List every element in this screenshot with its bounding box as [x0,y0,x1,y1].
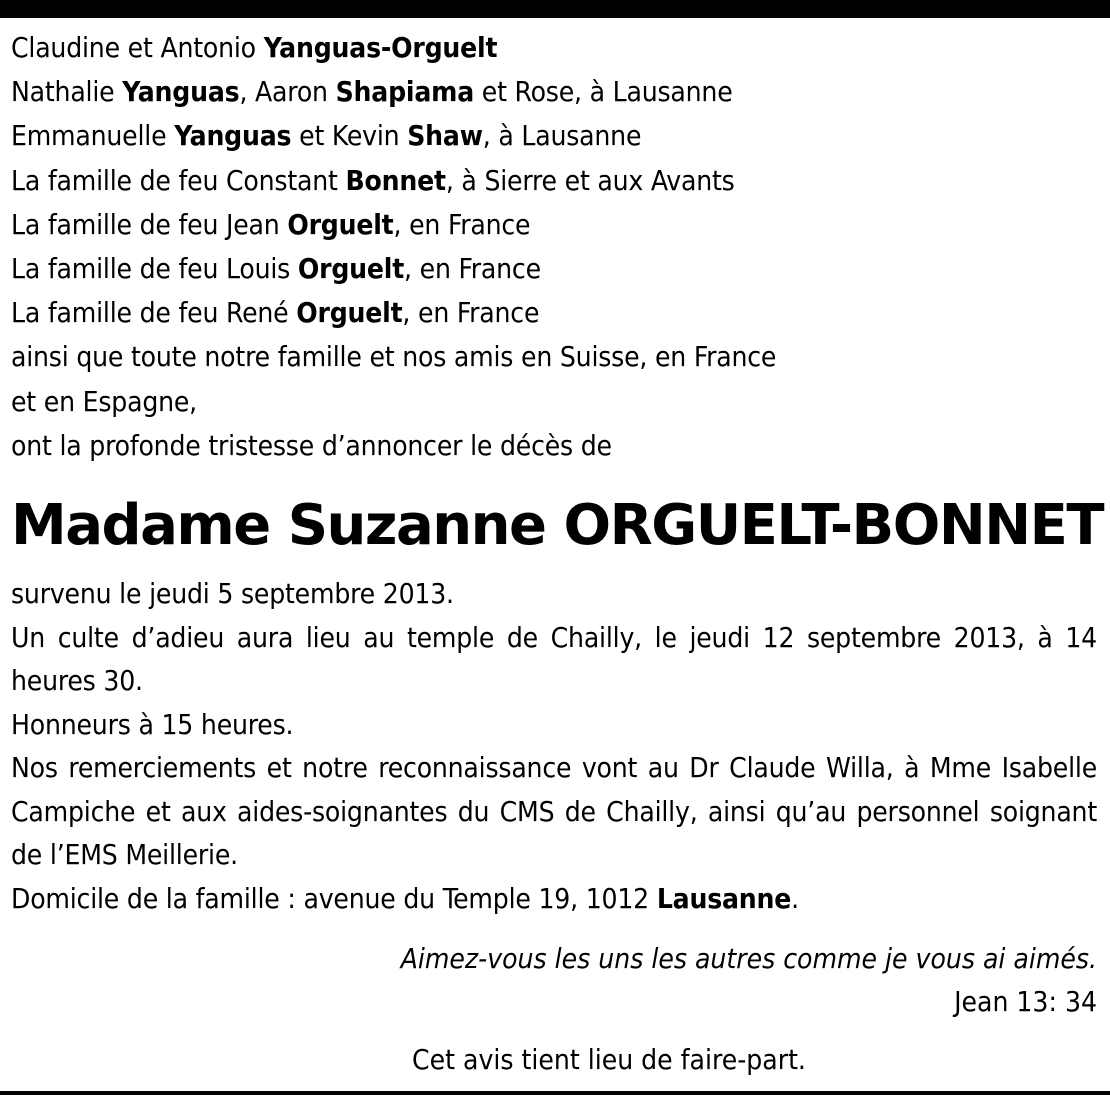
deceased-name: Madame Suzanne ORGUELT-BONNET [11,493,1104,559]
family-line [11,247,1097,291]
family-line [11,291,1097,335]
honours-details: Honneurs à 15 heures. [11,707,294,741]
family-text: , en France [402,296,540,330]
family-line [11,159,1097,203]
thanks-paragraph: Nos remerciements et notre reconnaissance vont au Dr Claude Willa, à Mme Isabelle Campiche et aux aides-soignantes du CMS de Chailly, ainsi qu’au personnel soignant de l’EMS Meillerie. [11,751,1097,872]
family-text: La famille de feu Jean [11,207,288,241]
bible-quote: Aimez-vous les uns les autres comme je vous ai aimés. [400,942,1097,976]
family-surname: Shapiama [335,75,474,109]
death-date: survenu le jeudi 5 septembre 2013. [11,577,454,611]
family-surname: Yanguas [174,119,292,153]
obituary-notice [11,26,1104,1080]
family-surname: Orguelt [296,296,403,330]
extended-family-line: ainsi que toute notre famille et nos amis en Suisse, en France [11,340,777,374]
family-surname: Bonnet [345,163,446,197]
family-text: La famille de feu René [11,296,297,330]
family-text: , Aaron [239,75,336,109]
family-text: Nathalie [11,75,123,109]
domicile-city: Lausanne [656,881,792,915]
domicile-address: Domicile de la famille : avenue du Temple 19, 1012 [11,881,657,915]
family-line [11,114,1097,158]
service-details: Un culte d’adieu aura lieu au temple de Chailly, le jeudi 12 septembre 2013, à 14 heures 30. [11,620,1097,698]
family-line [11,26,1097,70]
family-text: Emmanuelle [11,119,175,153]
family-surname: Yanguas-Orguelt [263,31,498,64]
top-border-rule [0,0,1110,18]
family-text: Claudine et Antonio [11,31,264,64]
extended-family-line: et en Espagne, [11,384,197,418]
family-text: , à Sierre et aux Avants [445,163,735,197]
family-text: , en France [404,252,541,286]
family-surname: Orguelt [287,207,394,241]
domicile-line [11,877,1097,921]
bible-quote-block [11,937,1097,1023]
bible-quote-source: Jean 13: 34 [954,985,1097,1019]
announcement-line: ont la profonde tristesse d’annoncer le décès de [11,428,612,462]
family-surname: Shaw [407,119,483,153]
announcement-notice: Cet avis tient lieu de faire-part. [412,1043,806,1077]
bottom-border-rule [0,1091,1110,1095]
family-line [11,203,1097,247]
family-text: et Kevin [291,119,408,153]
family-surname: Yanguas [122,75,240,109]
family-text: La famille de feu Constant [11,163,346,197]
family-text: La famille de feu Louis [11,252,298,286]
family-text: , à Lausanne [482,119,642,153]
family-text: , en France [393,207,531,241]
family-line [11,70,1097,114]
family-text: et Rose, à Lausanne [473,75,733,109]
domicile-punctuation: . [791,881,799,915]
family-surname: Orguelt [297,252,405,286]
